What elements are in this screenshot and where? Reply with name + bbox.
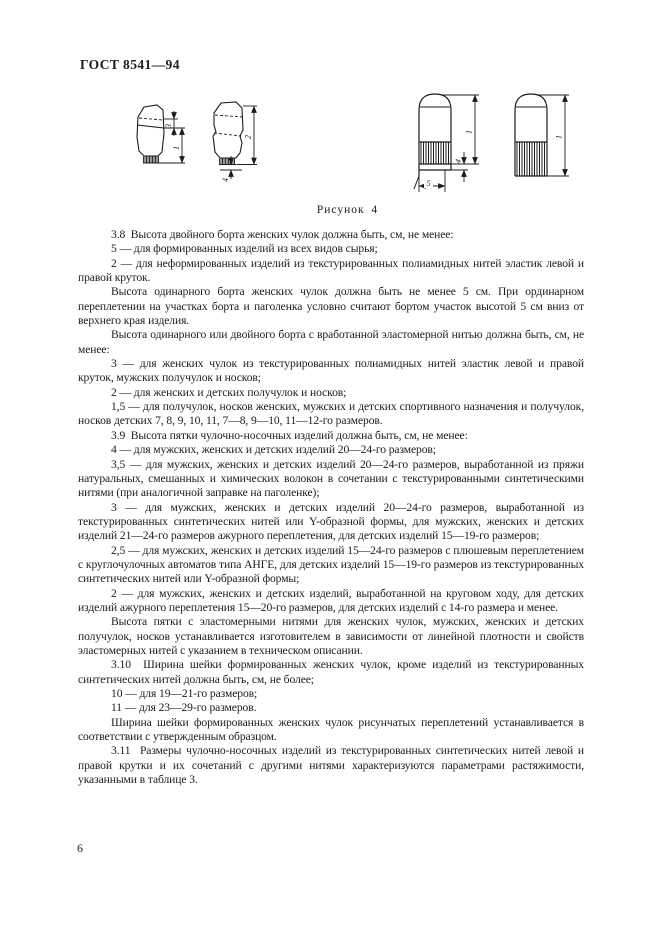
- dimension-label: 3: [164, 124, 173, 128]
- dimension-label: 4: [453, 158, 463, 165]
- paragraph: 5 — для формированных изделий из всех видов сырья;: [111, 242, 378, 256]
- paragraph: 3 — для женских чулок из текстурированных полиамидных нитей эластик левой и правой круток, мужских получулок и носков;: [78, 357, 584, 385]
- standard-code: ГОСТ 8541—94: [80, 57, 180, 72]
- dimension-label: 1: [172, 146, 181, 150]
- paragraph: 3 — для мужских, женских и детских изделий 20—24-го размеров, выработанной из текстурированных синтетических нитей или Y-образной формы, для мужских, женских и детских изделий 21—24-го размеров ажурного переплетения, для детских изделий 15—19-го размеров;: [78, 500, 584, 543]
- paragraph: Высота одинарного борта женских чулок должна быть не менее 5 см. При ординарном переплетении на участках борта и паголенка условно считают бортом участок высотой 5 см вниз от верхнего края изделия.: [78, 285, 584, 328]
- paragraph: 4 — для мужских, женских и детских изделий 20—24-го размеров;: [111, 443, 436, 457]
- paragraph: 10 — для 19—21-го размеров;: [111, 687, 258, 700]
- paragraph: 2 — для неформированных изделий из текстурированных полиамидных нитей эластик левой и правой круток.: [78, 256, 584, 285]
- paragraph: 3.8 Высота двойного борта женских чулок должна быть, см, не менее:: [111, 228, 454, 241]
- figure-caption: Рисунок 4: [316, 204, 379, 216]
- figure-4: [0, 0, 661, 228]
- dimension-label: 4: [221, 178, 230, 182]
- paragraph: Ширина шейки формированных женских чулок рисунчатых переплетений устанавливается в соответствии с утвержденным образцом.: [78, 715, 584, 744]
- paragraph: 3.10 Ширина шейки формированных женских чулок, кроме изделий из текстурированных синтетических нитей должна быть, см, не более;: [78, 658, 584, 686]
- page-number: 6: [77, 841, 83, 855]
- paragraph: 3.9 Высота пятки чулочно-носочных изделий должна быть, см, не менее:: [111, 428, 468, 442]
- paragraph: Высота одинарного или двойного борта с вработанной эластомерной нитью должна быть, см, не менее:: [78, 328, 584, 356]
- dimension-label: 1: [464, 130, 474, 134]
- paragraph: 2,5 — для мужских, женских и детских изделий 15—24-го размеров с плюшевым переплетением с круглочулочных автоматов типа АНГЕ, для детских изделий 15—19-го размеров из текстурированных синтетических нитей или Y-образной формы;: [78, 543, 584, 586]
- figure-drawing-stocking-folded: [133, 103, 193, 173]
- paragraph: 2 — для мужских, женских и детских изделий, выработанной на круговом ходу, для детских изделий ажурного переплетения 15—20-го размеров, для детских изделий с 14-го размера и менее.: [78, 586, 584, 614]
- paragraph: 3,5 — для мужских, женских и детских изделий 20—24-го размеров, выработанной из пряжи натуральных, смешанных и химических волокон в сочетании с текстурированными синтетическими нитями (при аналогичной заправке на паголенке);: [78, 457, 584, 500]
- paragraph: 2 — для женских и детских получулок и носков;: [111, 385, 347, 399]
- paragraph: 1,5 — для получулок, носков женских, мужских и детских спортивного назначения и получулок, носков детских 7, 8, 9, 10, 11, 7—8, 9—10, 11—12-го размеров.: [78, 400, 584, 428]
- body-text: [78, 228, 584, 787]
- figure-drawing-sock-plain: [507, 90, 587, 188]
- dimension-label: 1: [554, 135, 564, 139]
- dimension-label: 2: [243, 135, 253, 139]
- paragraph: 11 — для 23—29-го размеров.: [111, 701, 257, 715]
- dimension-label: 5: [426, 179, 431, 188]
- paragraph: Высота пятки с эластомерными нитями для женских чулок, мужских, женских и детских получулок, носков устанавливается изготовителем в зависимости от линейной плотности и свойств эластомерных нитей с указанием в техническом описании.: [78, 615, 584, 657]
- figure-drawing-stocking-unfolded: [208, 100, 278, 188]
- paragraph: 3.11 Размеры чулочно-носочных изделий из текстурированных синтетических нитей левой и правой крутки и их сочетаний с другими нитями характеризуются параметрами растяжимости, указанными в таблице 3.: [78, 744, 584, 787]
- figure-drawing-sock-with-width: [411, 90, 505, 200]
